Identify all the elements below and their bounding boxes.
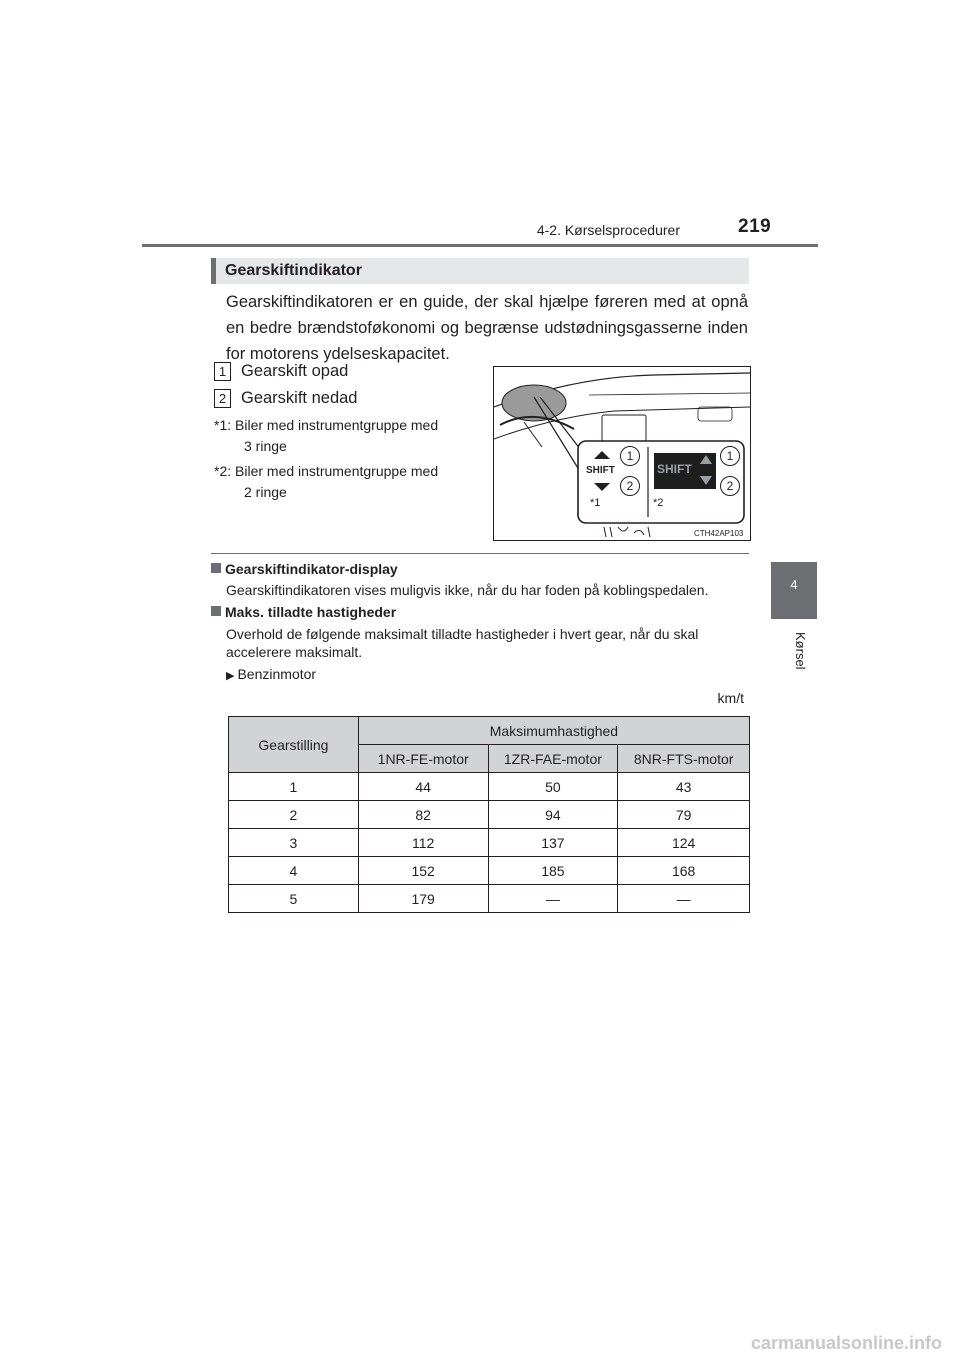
table-cell: 50 xyxy=(488,773,618,801)
square-bullet-icon xyxy=(211,563,221,573)
col-header-engine: 1NR-FE-motor xyxy=(358,745,488,773)
page-number: 219 xyxy=(738,216,772,237)
table-cell: 185 xyxy=(488,857,618,885)
footnote-mark: *1 xyxy=(214,417,228,433)
table-row xyxy=(229,801,750,829)
subsection-heading-speeds xyxy=(211,604,396,620)
subsection-title: Gearskiftindikator-display xyxy=(225,561,398,577)
speed-unit: km/t xyxy=(717,690,744,706)
figure-mark-1: *1 xyxy=(590,497,601,509)
engine-type: Benzinmotor xyxy=(237,666,317,682)
footnote-text-cont: 2 ringe xyxy=(244,484,287,500)
table-cell: 79 xyxy=(618,801,750,829)
table-cell: 82 xyxy=(358,801,488,829)
col-header-gear: Gearstilling xyxy=(229,717,359,773)
dashboard-illustration xyxy=(493,366,751,541)
subsection-body-display: Gearskiftindikatoren vises muligvis ikke, når du har foden på koblingspedalen. xyxy=(226,582,709,598)
section-divider xyxy=(211,553,749,554)
chapter-tab: 4 xyxy=(771,562,817,619)
subsection-title: Maks. tilladte hastigheder xyxy=(225,604,397,620)
square-bullet-icon xyxy=(211,606,221,616)
section-heading xyxy=(211,258,749,284)
table-row xyxy=(229,773,750,801)
item-shift-up xyxy=(214,362,348,381)
col-header-engine: 8NR-FTS-motor xyxy=(618,745,750,773)
chapter-label: Kørsel xyxy=(793,632,808,670)
subsection-heading-display xyxy=(211,561,398,577)
table-row xyxy=(229,857,750,885)
table-cell: 137 xyxy=(488,829,618,857)
table-cell: 168 xyxy=(618,857,750,885)
max-speed-table xyxy=(228,716,750,913)
item-label: Gearskift nedad xyxy=(241,389,358,407)
footnote-mark: *2 xyxy=(214,463,228,479)
section-breadcrumb: 4-2. Kørselsprocedurer xyxy=(536,222,680,238)
shift-text-3ring: SHIFT xyxy=(586,465,615,476)
table-cell: 5 xyxy=(229,885,359,913)
callout-badge: 2 xyxy=(214,389,231,408)
header-rule xyxy=(142,244,818,247)
engine-bullet xyxy=(226,666,316,682)
table-cell: 152 xyxy=(358,857,488,885)
table-cell: 112 xyxy=(358,829,488,857)
figure-mark-2: *2 xyxy=(653,497,664,509)
triangle-bullet-icon: ▶ xyxy=(226,670,235,682)
footnote-text-cont: 3 ringe xyxy=(244,438,287,454)
callout-circle-2: 2 xyxy=(620,476,640,496)
table-cell: 179 xyxy=(358,885,488,913)
table-row xyxy=(229,885,750,913)
table-row xyxy=(229,829,750,857)
table-cell: — xyxy=(618,885,750,913)
shift-text-2ring: SHIFT xyxy=(657,462,692,476)
callout-circle-2: 2 xyxy=(720,476,740,496)
table-cell: 44 xyxy=(358,773,488,801)
subsection-body-speeds: Overhold de følgende maksimalt tilladte hastigheder i hvert gear, når du skal accelerere maksimalt. xyxy=(226,626,699,660)
item-label: Gearskift opad xyxy=(241,362,349,380)
table-cell: 94 xyxy=(488,801,618,829)
footnote-text: : Biler med instrumentgruppe med xyxy=(227,417,439,433)
heading-bar xyxy=(211,258,216,284)
item-shift-down xyxy=(214,389,357,408)
intro-paragraph: Gearskiftindikatoren er en guide, der skal hjælpe føreren med at opnå en bedre brændstoføkonomi og begrænse udstødningsgasserne inden for motorens ydelseskapacitet. xyxy=(226,293,748,363)
section-title: Gearskiftindikator xyxy=(225,262,362,279)
table-cell: — xyxy=(488,885,618,913)
callout-badge: 1 xyxy=(214,362,231,381)
col-header-engine: 1ZR-FAE-motor xyxy=(488,745,618,773)
footnote-text: : Biler med instrumentgruppe med xyxy=(227,463,439,479)
figure-code: CTH42AP103 xyxy=(694,529,744,538)
footnote-1 xyxy=(214,415,480,457)
table-cell: 1 xyxy=(229,773,359,801)
col-header-max-speed: Maksimumhastighed xyxy=(358,717,749,745)
footnote-2 xyxy=(214,461,480,503)
callout-circle-1: 1 xyxy=(620,446,640,466)
table-cell: 43 xyxy=(618,773,750,801)
table-cell: 124 xyxy=(618,829,750,857)
watermark: carmanualsonline.info xyxy=(750,1333,942,1353)
table-cell: 4 xyxy=(229,857,359,885)
table-cell: 2 xyxy=(229,801,359,829)
table-cell: 3 xyxy=(229,829,359,857)
callout-circle-1: 1 xyxy=(720,446,740,466)
